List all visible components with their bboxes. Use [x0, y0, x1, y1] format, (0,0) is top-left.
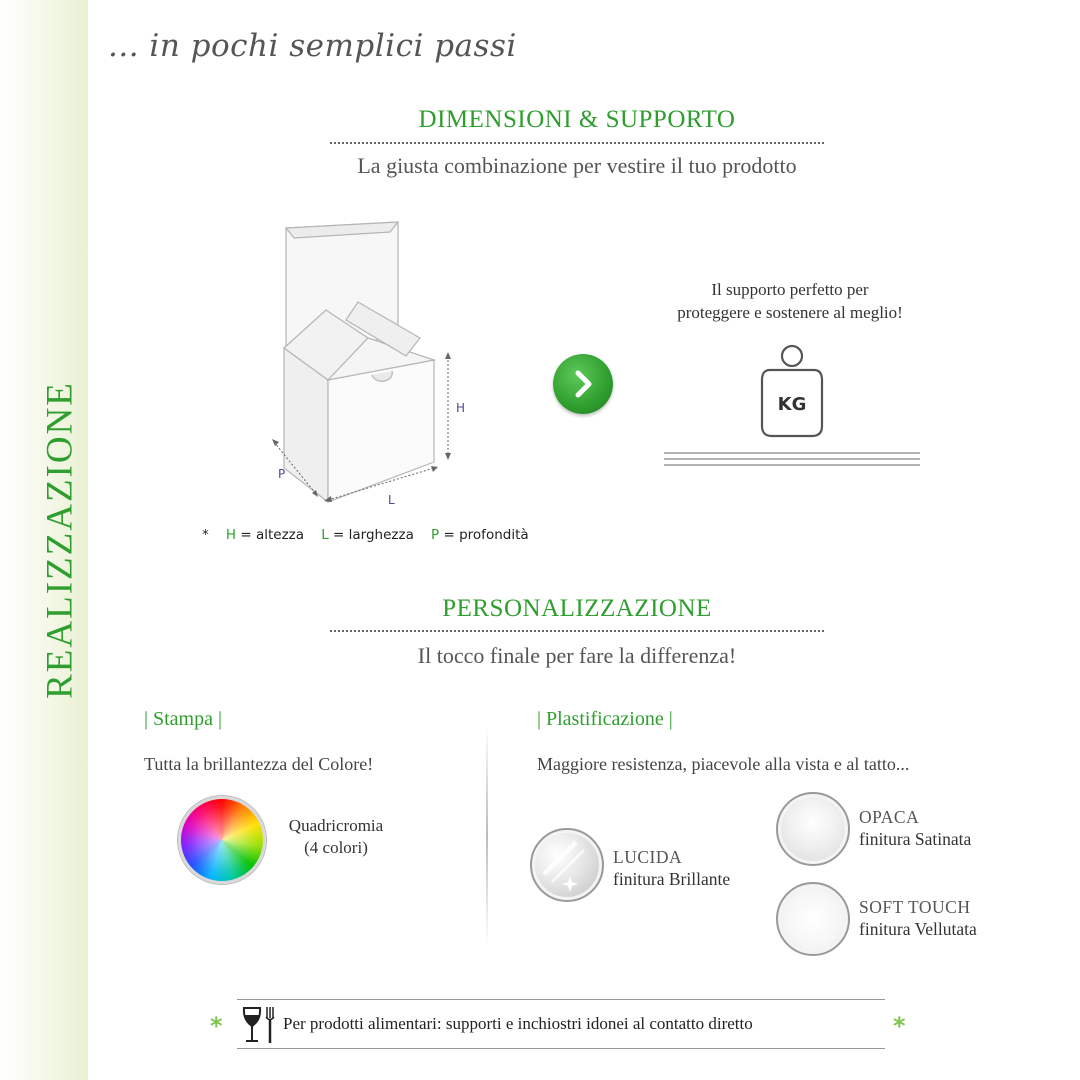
- legend-l-key: L: [321, 527, 329, 543]
- opaca-desc: finitura Satinata: [859, 829, 972, 849]
- wine-glass-fork-icon: [240, 1004, 276, 1046]
- legend-p-key: P: [431, 527, 440, 543]
- footer-text: Per prodotti alimentari: supporti e inchiostri idonei al contatto diretto: [283, 1014, 753, 1033]
- personalizzazione-divider: [330, 630, 824, 632]
- opaca-finish-icon: [776, 792, 850, 866]
- lucida-finish-icon: [530, 828, 604, 902]
- opaca-name: OPACA: [859, 807, 920, 827]
- dimensioni-divider: [330, 142, 824, 144]
- legend-h-key: H: [225, 527, 237, 543]
- personalizzazione-subtitle: Il tocco finale per fare la differenza!: [417, 643, 737, 668]
- sidebar: [0, 0, 88, 1080]
- personalizzazione-title: PERSONALIZZAZIONE: [442, 595, 712, 622]
- quadricromia-label: [268, 815, 404, 859]
- support-line-2: proteggere e sostenere al meglio!: [677, 303, 903, 322]
- footer-star-left: *: [210, 1012, 223, 1040]
- next-arrow-button[interactable]: [553, 354, 613, 414]
- stampa-heading: | Stampa |: [144, 708, 222, 730]
- plastificazione-heading: | Plastificazione |: [537, 708, 673, 730]
- sidebar-title: REALIZZAZIONE: [39, 381, 81, 699]
- support-line-1: Il supporto perfetto per: [711, 280, 869, 299]
- column-divider: [486, 725, 488, 945]
- quadricromia-line-1: Quadricromia: [288, 816, 384, 835]
- color-wheel-icon: [178, 796, 266, 884]
- soft-touch-label: [859, 896, 977, 940]
- quadricromia-line-2: (4 colori): [304, 838, 368, 857]
- plastificazione-text: Maggiore resistenza, piacevole alla vista e al tatto...: [537, 754, 910, 774]
- lucida-name: LUCIDA: [613, 847, 683, 867]
- box-l-label: L: [388, 493, 395, 507]
- box-p-label: P: [278, 467, 286, 481]
- lucida-label: [613, 846, 730, 890]
- dimensioni-subtitle: La giusta combinazione per vestire il tuo prodotto: [357, 153, 797, 178]
- legend-asterisk: *: [202, 527, 209, 543]
- sheet-layers-icon: [664, 450, 920, 468]
- legend-l-text: = larghezza: [333, 527, 414, 543]
- box-icon: [262, 210, 482, 515]
- support-description: [640, 278, 940, 324]
- weight-label: KG: [777, 394, 807, 415]
- stampa-text: Tutta la brillantezza del Colore!: [144, 754, 374, 774]
- legend-h-text: = altezza: [240, 527, 305, 543]
- tagline: ... in pochi semplici passi: [108, 28, 517, 64]
- legend-p-text: = profondità: [443, 527, 529, 543]
- lucida-desc: finitura Brillante: [613, 869, 731, 889]
- right-arrow-icon: [553, 354, 613, 414]
- weight-kg-icon: [756, 340, 828, 440]
- dimension-legend: [202, 527, 529, 543]
- soft-touch-desc: finitura Vellutata: [859, 919, 977, 939]
- footer-star-right: *: [893, 1012, 906, 1040]
- opaca-label: [859, 806, 971, 850]
- dimensioni-title: DIMENSIONI & SUPPORTO: [418, 106, 736, 133]
- soft-touch-finish-icon: [776, 882, 850, 956]
- soft-touch-name: SOFT TOUCH: [859, 897, 971, 917]
- box-h-label: H: [456, 401, 466, 415]
